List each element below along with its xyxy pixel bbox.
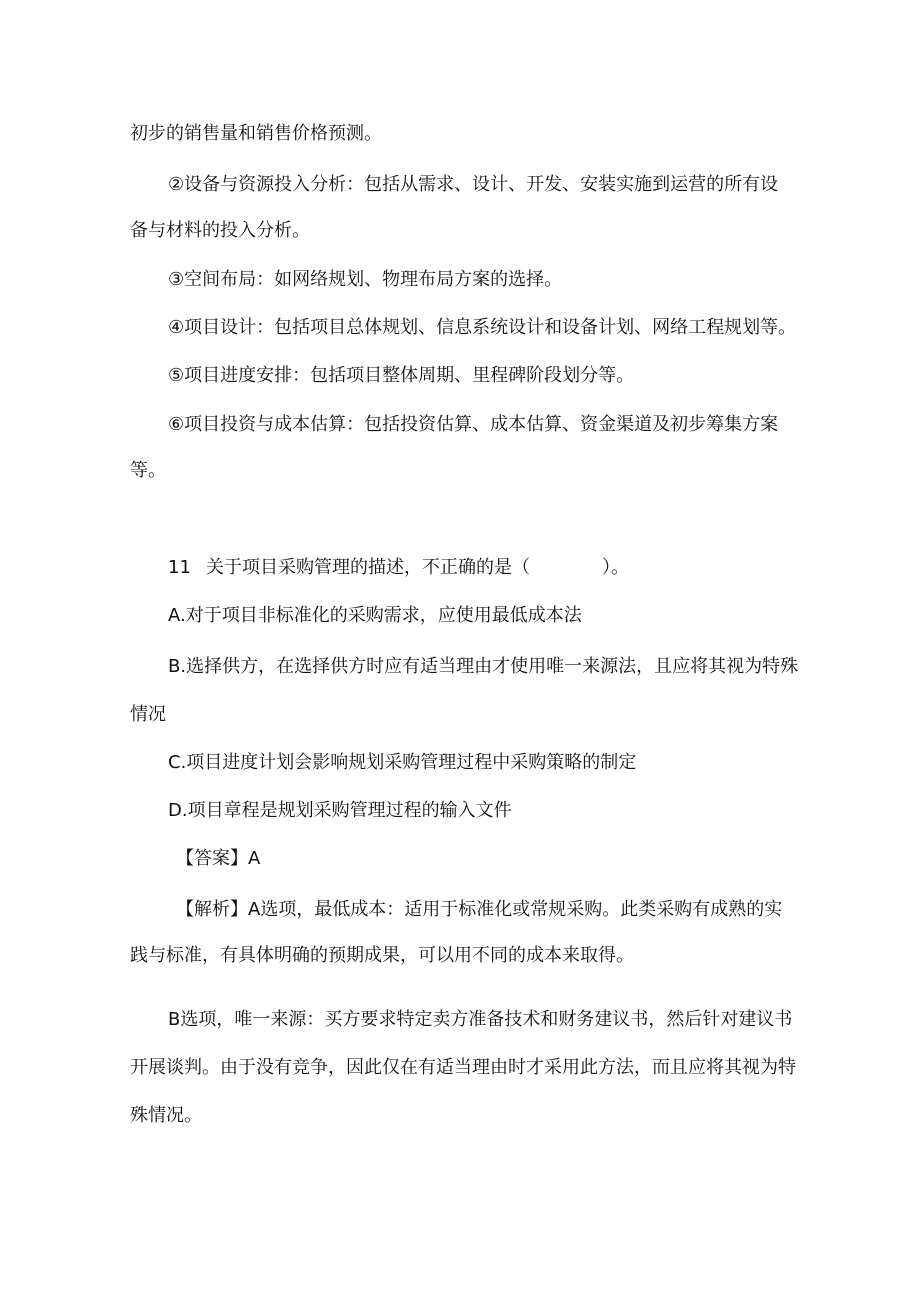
b-note-line-1: B选项，唯一来源：买方要求特定卖方准备技术和财务建议书，然后针对建议书 — [168, 1009, 793, 1030]
question-stem: 关于项目采购管理的描述，不正确的是（ — [206, 557, 530, 578]
item-6-line-1: ⑥项目投资与成本估算：包括投资估算、成本估算、资金渠道及初步筹集方案 — [168, 414, 779, 435]
option-c: C.项目进度计划会影响规划采购管理过程中采购策略的制定 — [168, 752, 637, 773]
option-b-line-2: 情况 — [130, 704, 166, 725]
analysis-line-1: 【解析】A选项，最低成本：适用于标准化或常规采购。此类采购有成熟的实 — [176, 899, 783, 920]
item-2-line-2: 备与材料的投入分析。 — [130, 220, 310, 241]
item-6-line-2: 等。 — [130, 460, 166, 481]
analysis-line-2: 践与标准，有具体明确的预期成果，可以用不同的成本来取得。 — [130, 945, 634, 966]
answer-line: 【答案】A — [176, 848, 261, 869]
b-note-line-2: 开展谈判。由于没有竞争，因此仅在有适当理由时才采用此方法，而且应将其视为特 — [130, 1057, 796, 1078]
item-3: ③空间布局：如网络规划、物理布局方案的选择。 — [168, 269, 563, 290]
option-a: A.对于项目非标准化的采购需求，应使用最低成本法 — [168, 605, 582, 626]
item-2-line-1: ②设备与资源投入分析：包括从需求、设计、开发、安装实施到运营的所有设 — [168, 174, 779, 195]
option-d: D.项目章程是规划采购管理过程的输入文件 — [168, 800, 512, 821]
option-b-line-1: B.选择供方，在选择供方时应有适当理由才使用唯一来源法，且应将其视为特殊 — [168, 656, 799, 677]
item-4: ④项目设计：包括项目总体规划、信息系统设计和设备计划、网络工程规划等。 — [168, 317, 797, 338]
question-number: 11 — [168, 557, 191, 578]
question-stem-end: ）。 — [602, 557, 629, 578]
item-5: ⑤项目进度安排：包括项目整体周期、里程碑阶段划分等。 — [168, 365, 635, 386]
b-note-line-3: 殊情况。 — [130, 1105, 202, 1126]
prev-section-continuation: 初步的销售量和销售价格预测。 — [130, 123, 382, 144]
